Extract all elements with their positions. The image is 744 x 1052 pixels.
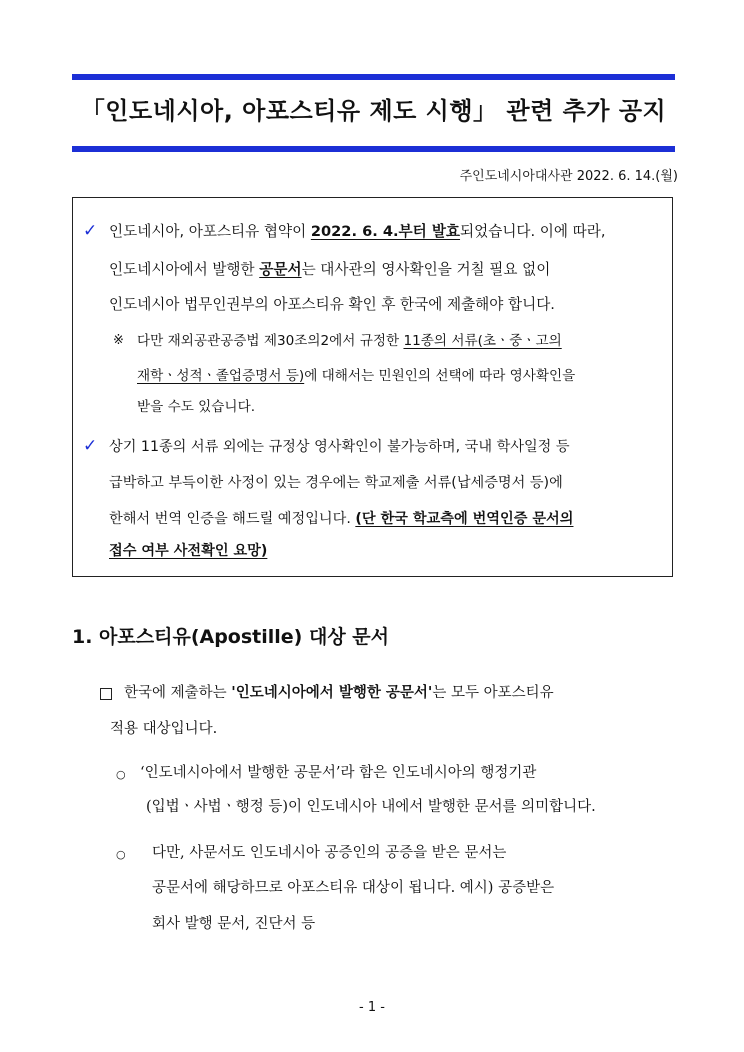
para2-line2: 급박하고 부득이한 사정이 있는 경우에는 학교제출 서류(납세증명서 등)에 — [109, 475, 563, 491]
title-bottom-rule — [72, 146, 675, 152]
sub2-mark: ○ — [116, 848, 126, 861]
issuer-date: 주인도네시아대사관 2022. 6. 14.(월) — [459, 169, 678, 184]
item1-line2: 적용 대상입니다. — [110, 721, 218, 737]
notice-box — [72, 197, 673, 577]
para1-line2: 인도네시아에서 발행한 공문서는 대사관의 영사확인을 거칠 필요 없이 — [109, 261, 551, 278]
page-number: - 1 - — [359, 1000, 385, 1015]
title-top-rule — [72, 74, 675, 80]
checkbox-square-icon — [100, 688, 112, 700]
page-title: 「인도네시아, 아포스티유 제도 시행」 관련 추가 공지 — [80, 97, 667, 125]
note-line3: 받을 수도 있습니다. — [137, 399, 256, 415]
sub1-line2: (입법ㆍ사법ㆍ행정 등)이 인도네시아 내에서 발행한 문서를 의미합니다. — [146, 799, 596, 815]
check-icon: ✓ — [83, 436, 98, 456]
note-mark: ※ — [113, 333, 124, 348]
note-line2: 재학ㆍ성적ㆍ졸업증명서 등)에 대해서는 민원인의 선택에 따라 영사확인을 — [137, 368, 576, 384]
check-icon: ✓ — [83, 221, 98, 241]
section1-heading: 1. 아포스티유(Apostille) 대상 문서 — [72, 626, 390, 648]
sub1-mark: ○ — [116, 768, 126, 781]
item1-line1: 한국에 제출하는 '인도네시아에서 발행한 공문서'는 모두 아포스티유 — [124, 684, 554, 701]
para1-line3: 인도네시아 법무인권부의 아포스티유 확인 후 한국에 제출해야 합니다. — [109, 296, 555, 313]
para1-line1: 인도네시아, 아포스티유 협약이 2022. 6. 4.부터 발효되었습니다. 이에 따라, — [109, 223, 606, 240]
effective-date: 2022. 6. 4.부터 발효 — [310, 223, 461, 240]
para2-line1: 상기 11종의 서류 외에는 규정상 영사확인이 불가능하며, 국내 학사일정 등 — [109, 439, 570, 455]
public-doc-term: 공문서 — [259, 261, 302, 278]
para2-line4: 접수 여부 사전확인 요망) — [109, 543, 268, 559]
para2-line3: 한해서 번역 인증을 해드릴 예정입니다. (단 한국 학교측에 번역인증 문서의 — [109, 511, 574, 527]
sub2-line1: 다만, 사문서도 인도네시아 공증인의 공증을 받은 문서는 — [152, 845, 507, 861]
sub1-line1: ‘인도네시아에서 발행한 공문서’라 함은 인도네시아의 행정기관 — [140, 765, 537, 781]
note-line1: 다만 재외공관공증법 제30조의2에서 규정한 11종의 서류(초ㆍ중ㆍ고의 — [137, 333, 562, 349]
sub2-line2: 공문서에 해당하므로 아포스티유 대상이 됩니다. 예시) 공증받은 — [152, 880, 555, 896]
sub2-line3: 회사 발행 문서, 진단서 등 — [152, 916, 316, 932]
